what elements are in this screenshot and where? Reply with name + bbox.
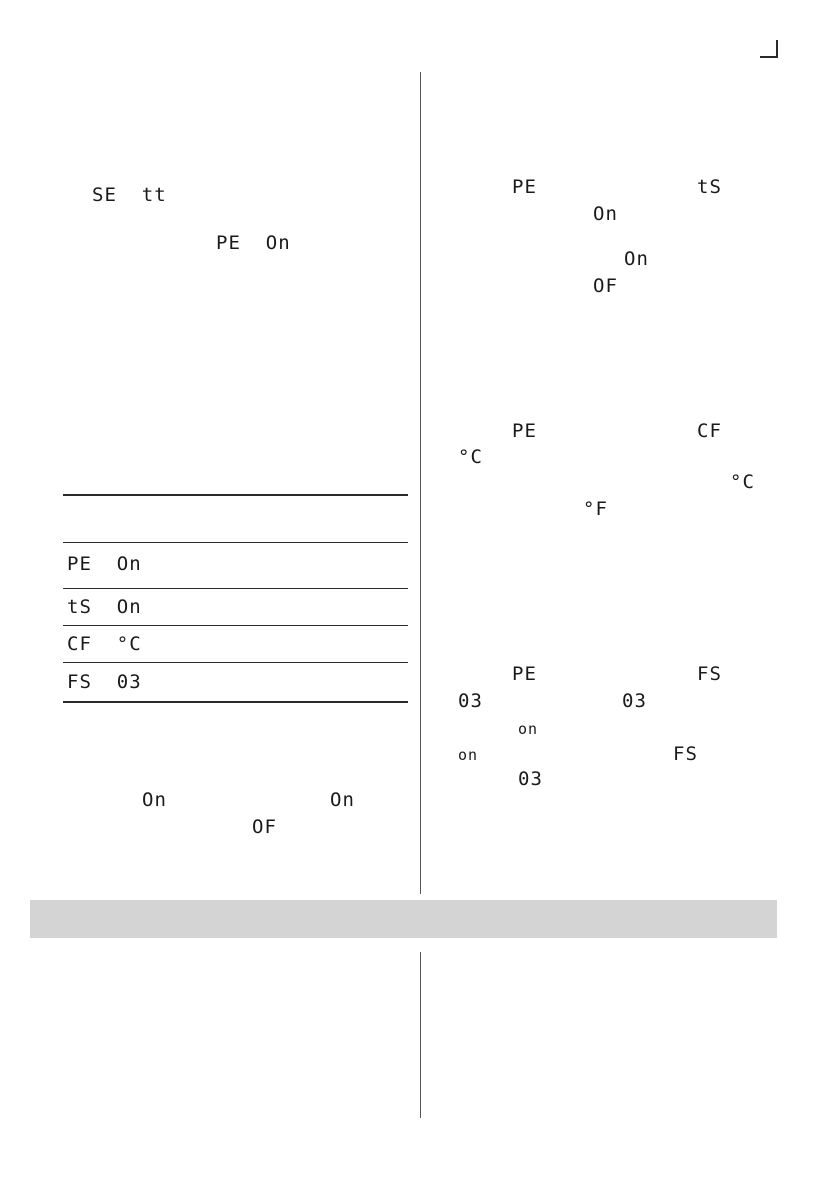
display-code-fahrenheit: °F: [583, 498, 608, 520]
column-divider-bottom: [420, 952, 421, 1118]
table-row-code: tS On: [67, 596, 142, 618]
display-code-set: SE tt: [92, 184, 167, 206]
section-heading-band: [30, 900, 777, 938]
table-row-code: PE On: [67, 553, 142, 575]
display-code-03: 03: [622, 690, 647, 712]
table-header-rule: [63, 542, 408, 543]
display-code-celsius: °C: [458, 446, 483, 468]
table-row-rule: [63, 588, 408, 589]
display-code-03: 03: [518, 768, 543, 790]
display-code-celsius: °C: [730, 471, 755, 493]
display-code-pe: PE: [512, 176, 537, 198]
crop-mark: [760, 40, 778, 58]
table-row-code: CF °C: [67, 633, 142, 655]
display-code-off: OF: [593, 275, 618, 297]
table-row-code: FS 03: [67, 671, 142, 693]
display-code-off: OF: [252, 816, 277, 838]
table-row-rule: [63, 662, 408, 663]
display-code-ts: tS: [697, 176, 722, 198]
table-bottom-rule: [63, 701, 408, 703]
table-top-rule: [63, 494, 408, 496]
column-divider-top: [420, 72, 421, 894]
display-code-on: On: [624, 248, 649, 270]
display-code-pe-on: PE On: [216, 232, 291, 254]
display-code-fs: FS: [697, 663, 722, 685]
display-code-on: On: [593, 203, 618, 225]
display-code-pe: PE: [512, 420, 537, 442]
display-code-on: On: [330, 789, 355, 811]
display-code-on-lower: on: [458, 746, 479, 764]
display-code-pe: PE: [512, 663, 537, 685]
display-code-fs: FS: [673, 743, 698, 765]
display-code-03: 03: [458, 690, 483, 712]
display-code-on-lower: on: [518, 720, 539, 738]
display-code-on: On: [142, 789, 167, 811]
table-row-rule: [63, 625, 408, 626]
display-code-cf: CF: [697, 420, 722, 442]
